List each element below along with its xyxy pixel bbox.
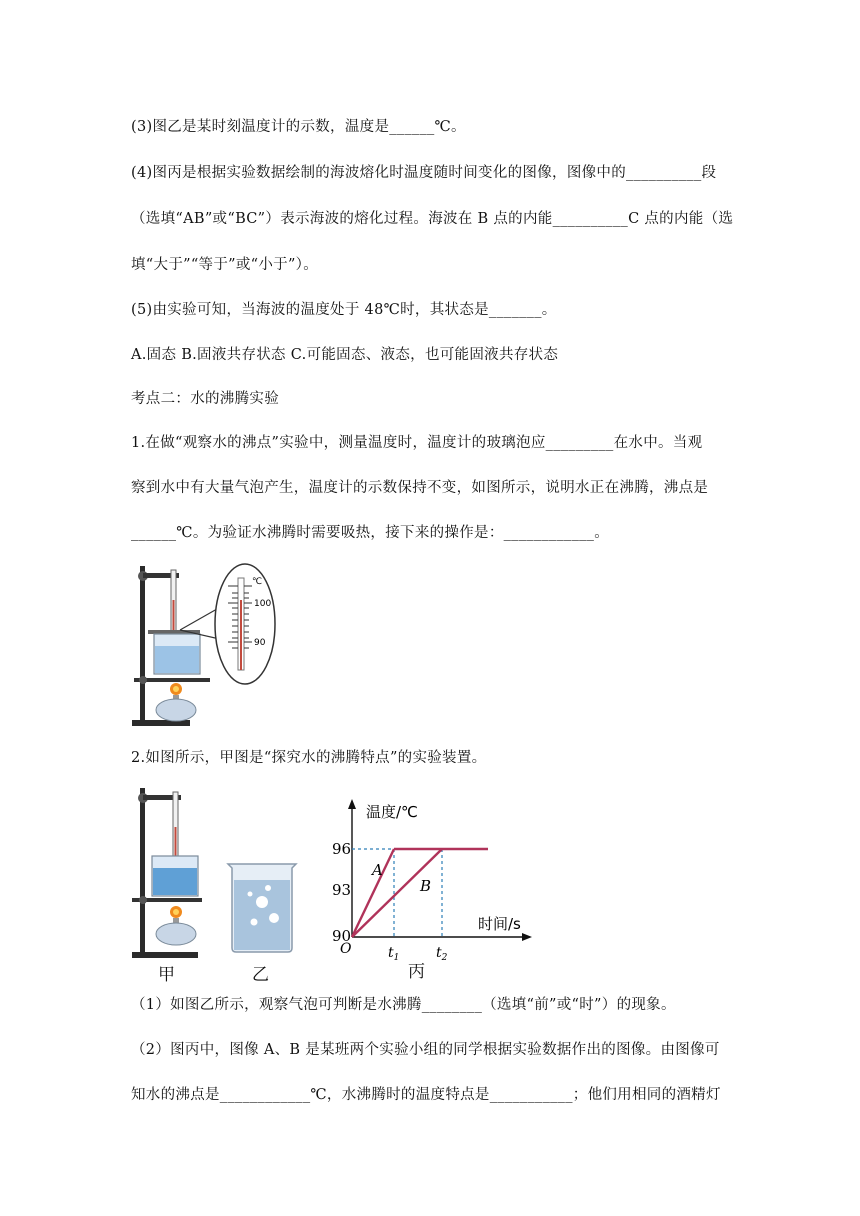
chart-xlabel: 时间/s: [478, 915, 521, 933]
series-a-label: A: [372, 861, 383, 879]
thermometer-tick-100: 100: [254, 599, 272, 609]
figure-thermometer-setup: [128, 560, 288, 730]
text-line-p2-q2b: 知水的沸点是____________℃，水沸腾时的温度特点是___________；他们用相同的酒精灯: [131, 1087, 721, 1103]
chart-xtick-t1: $t_1$: [388, 945, 400, 963]
thermometer-tick-90: 90: [254, 638, 266, 648]
section-heading: 考点二：水的沸腾实验: [131, 391, 279, 407]
chart-ytick-93: 93: [332, 881, 352, 899]
figure-jia-setup: [128, 782, 208, 985]
text-line-q5: (5)由实验可知，当海波的温度处于 48℃时，其状态是_______。: [131, 302, 557, 318]
label-jia: 甲: [158, 965, 175, 985]
text-line-q3: (3)图乙是某时刻温度计的示数，温度是______℃。: [131, 119, 466, 135]
figure-yi-beaker: [222, 858, 302, 985]
text-line-q4c: 填“大于”“等于”或“小于”）。: [131, 257, 319, 273]
text-line-q5-options: A.固态 B.固液共存状态 C.可能固态、液态，也可能固液共存状态: [131, 347, 559, 363]
label-yi: 乙: [252, 965, 269, 985]
text-line-q4b: （选填“AB”或“BC”）表示海波的熔化过程。海波在 B 点的内能__________C 点的内能（选: [131, 211, 734, 227]
text-line-p2: 2.如图所示，甲图是“探究水的沸腾特点”的实验装置。: [131, 750, 487, 766]
text-line-p1a: 1.在做“观察水的沸点”实验中，测量温度时，温度计的玻璃泡应_________在水中。当观: [131, 435, 703, 451]
text-line-p2-q1: （1）如图乙所示，观察气泡可判断是水沸腾________（选填“前”或“时”）的现象。: [131, 997, 676, 1013]
text-line-q4a: (4)图丙是根据实验数据绘制的海波熔化时温度随时间变化的图像，图像中的__________段: [131, 165, 717, 181]
chart-origin-label: O: [340, 941, 352, 957]
text-line-p2-q2a: （2）图丙中，图像 A、B 是某班两个实验小组的同学根据实验数据作出的图像。由图像可: [131, 1042, 720, 1058]
figure-bing-chart: [330, 795, 540, 983]
chart-ylabel: 温度/℃: [366, 803, 418, 821]
series-b-label: B: [420, 877, 432, 895]
label-bing: 丙: [408, 962, 425, 982]
text-line-p1b: 察到水中有大量气泡产生，温度计的示数保持不变，如图所示，说明水正在沸腾，沸点是: [131, 480, 709, 496]
chart-ytick-90: 90: [332, 927, 352, 945]
text-line-p1c: ______℃。为验证水沸腾时需要吸热，接下来的操作是：____________。: [131, 525, 610, 541]
chart-ytick-96: 96: [332, 840, 352, 858]
thermometer-unit-label: ℃: [252, 577, 263, 587]
chart-xtick-t2: $t_2$: [436, 945, 448, 963]
